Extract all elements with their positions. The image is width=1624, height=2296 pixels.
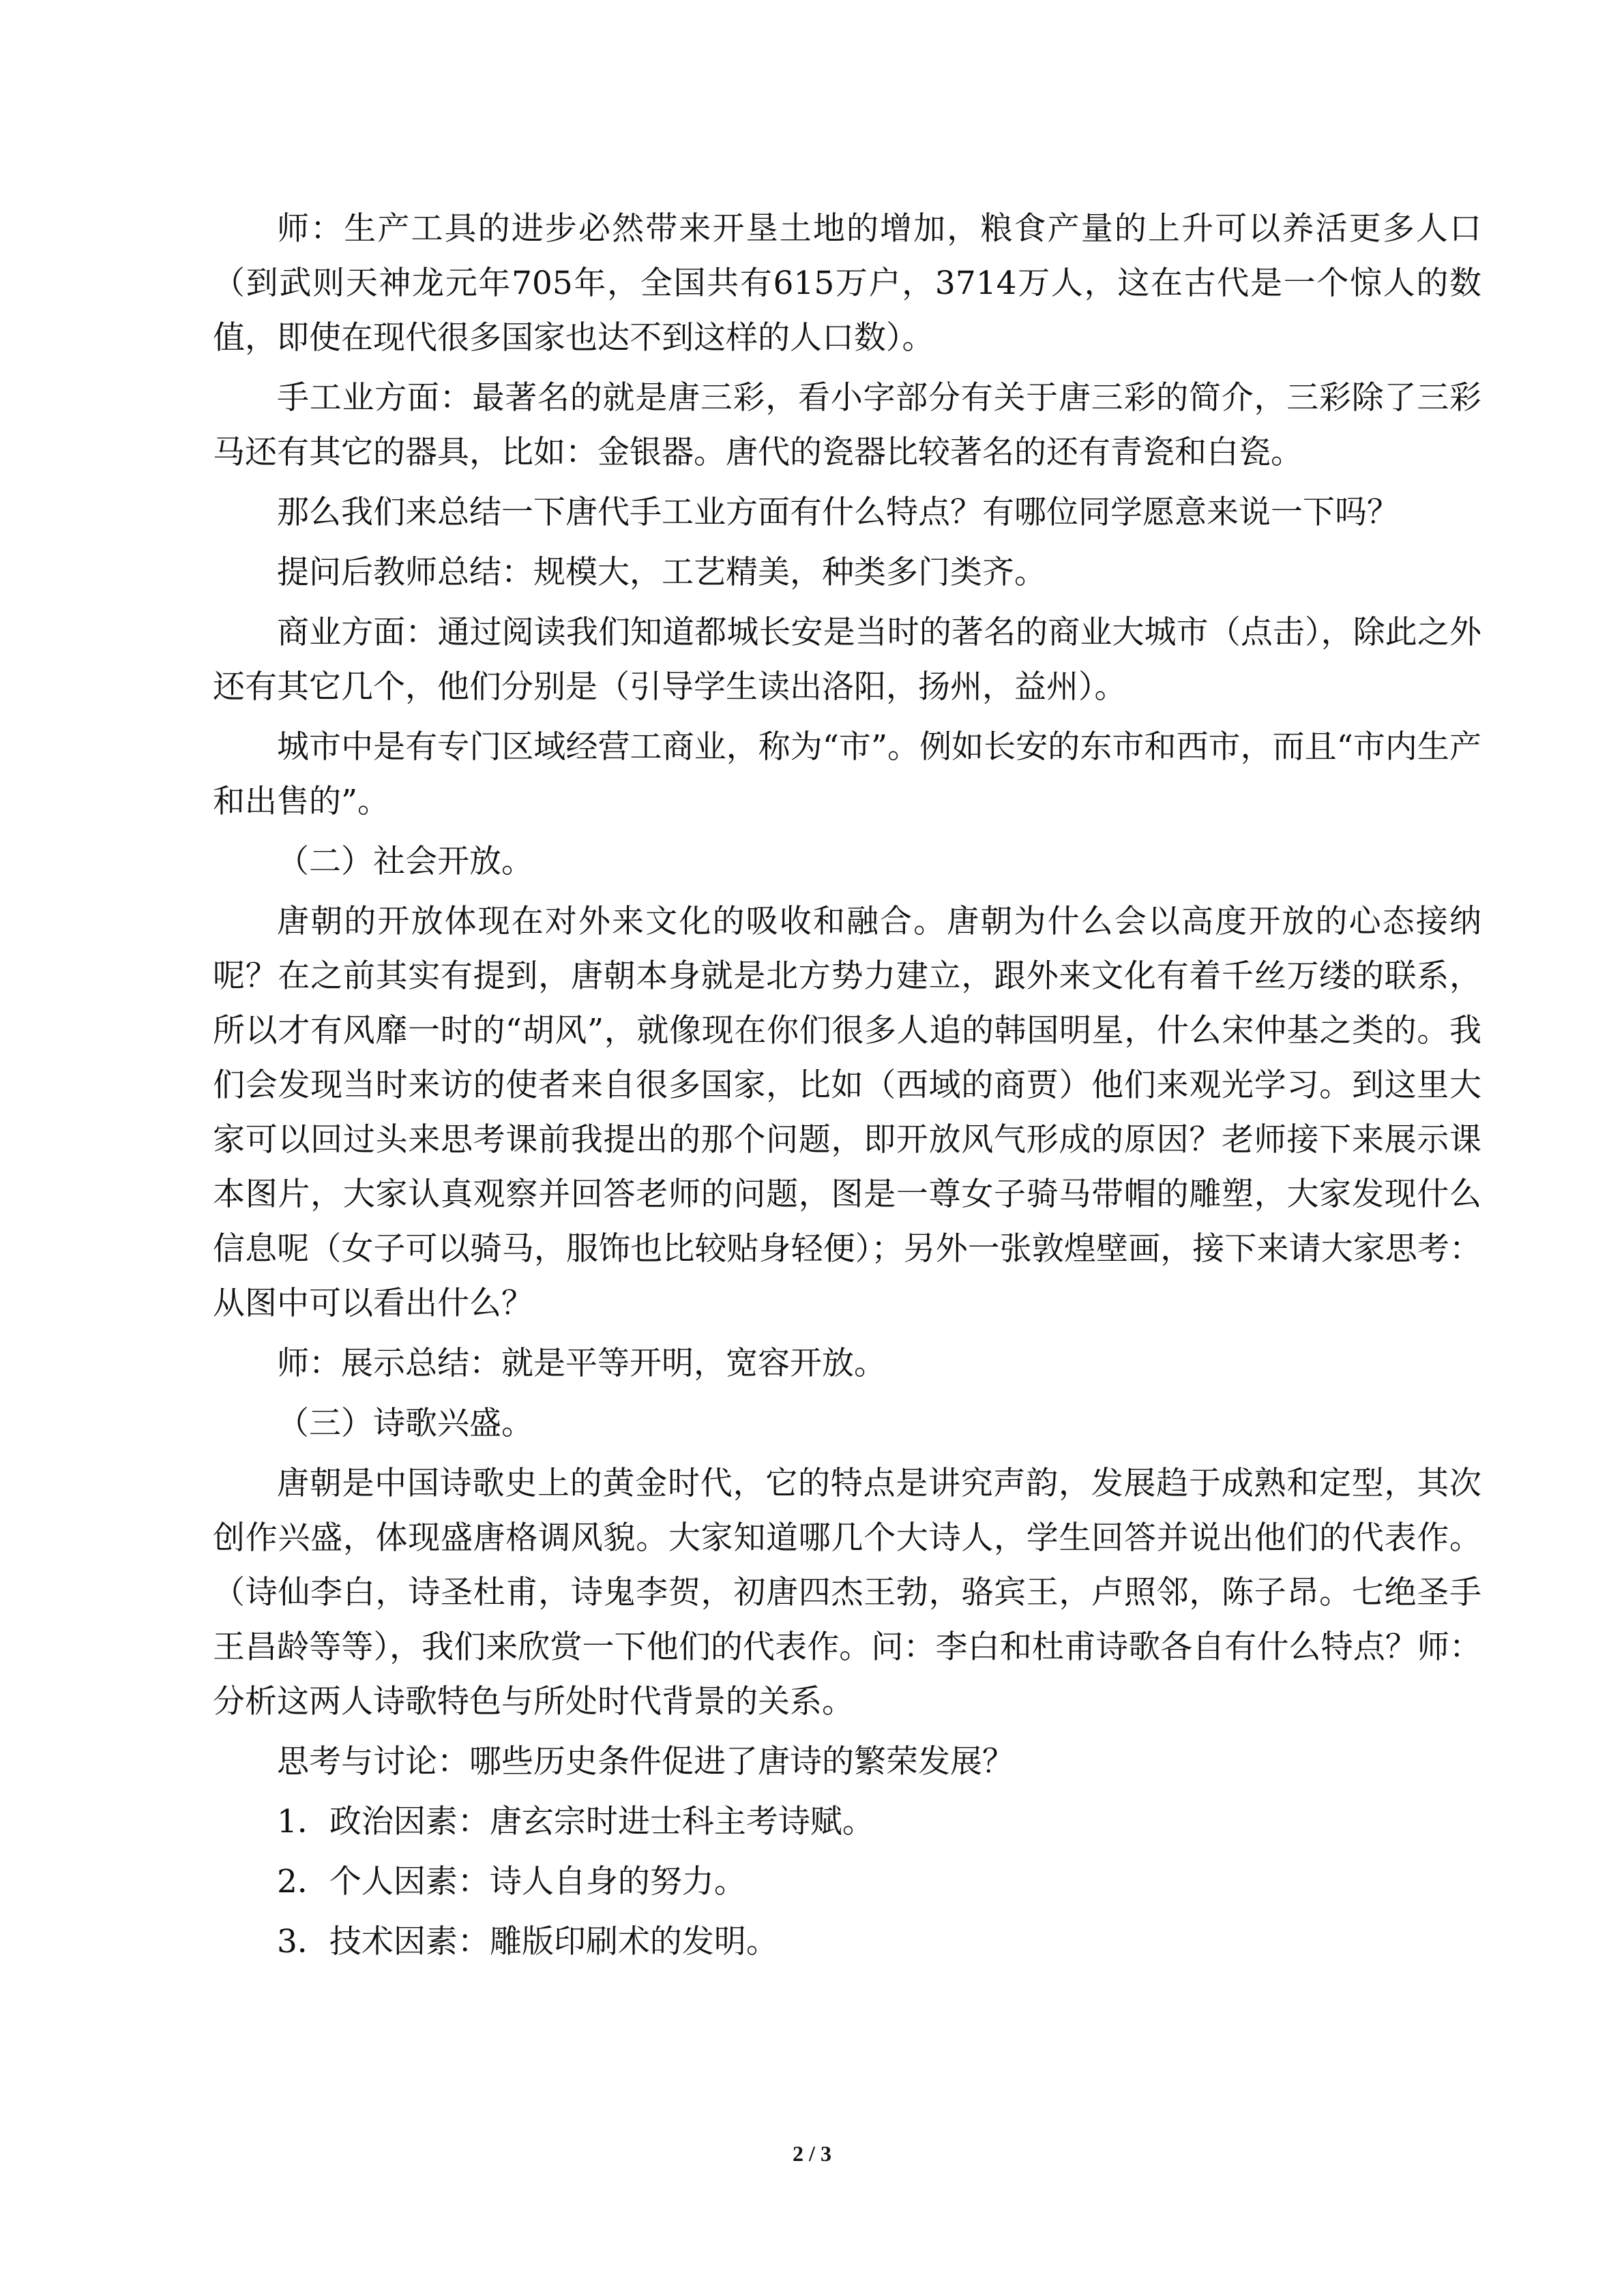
page-number: 2 / 3 [793,2141,831,2166]
paragraph-commerce: 商业方面：通过阅读我们知道都城长安是当时的著名的商业大城市（点击），除此之外还有其它几个，他们分别是（引导学生读出洛阳，扬州，益州）。 [213,614,1481,706]
paragraph-market: 城市中是有专门区域经营工商业，称为“市”。例如长安的东市和西市，而且“市内生产和出售的”。 [213,728,1481,820]
list-item-technical: 3．技术因素：雕版印刷术的发明。 [277,1923,778,1960]
paragraph-discussion: 思考与讨论：哪些历史条件促进了唐诗的繁荣发展？ [277,1743,1014,1780]
paragraph-handicraft-question: 那么我们来总结一下唐代手工业方面有什么特点？有哪位同学愿意来说一下吗？ [277,494,1399,531]
paragraph-handicraft-summary: 提问后教师总结：规模大，工艺精美，种类多门类齐。 [277,554,1046,591]
section-heading-social-openness: （二）社会开放。 [277,843,533,880]
paragraph-poetry: 唐朝是中国诗歌史上的黄金时代，它的特点是讲究声韵，发展趋于成熟和定型，其次创作兴盛，体现盛唐格调风貌。大家知道哪几个大诗人，学生回答并说出他们的代表作。（诗仙李白，诗圣杜甫，诗鬼李贺，初唐四杰王勃，骆宾王，卢照邻，陈子昂。七绝圣手王昌龄等等），我们来欣赏一下他们的代表作。问：李白和杜甫诗歌各自有什么特点？师：分析这两人诗歌特色与所处时代背景的关系。 [213,1465,1481,1720]
paragraph-population: 师：生产工具的进步必然带来开垦土地的增加，粮食产量的上升可以养活更多人口（到武则天神龙元年705年，全国共有615万户，3714万人，这在古代是一个惊人的数值，即使在现代很多国家也达不到这样的人口数）。 [213,210,1481,357]
section-heading-poetry: （三）诗歌兴盛。 [277,1405,533,1442]
paragraph-openness: 唐朝的开放体现在对外来文化的吸收和融合。唐朝为什么会以高度开放的心态接纳呢？在之前其实有提到，唐朝本身就是北方势力建立，跟外来文化有着千丝万缕的联系，所以才有风靡一时的“胡风”，就像现在你们很多人追的韩国明星，什么宋仲基之类的。我们会发现当时来访的使者来自很多国家，比如（西域的商贾）他们来观光学习。到这里大家可以回过头来思考课前我提出的那个问题，即开放风气形成的原因？老师接下来展示课本图片，大家认真观察并回答老师的问题，图是一尊女子骑马带帽的雕塑，大家发现什么信息呢（女子可以骑马，服饰也比较贴身轻便）；另外一张敦煌壁画，接下来请大家思考：从图中可以看出什么？ [213,903,1481,1322]
paragraph-handicraft: 手工业方面：最著名的就是唐三彩，看小字部分有关于唐三彩的简介，三彩除了三彩马还有其它的器具，比如：金银器。唐代的瓷器比较著名的还有青瓷和白瓷。 [213,379,1481,471]
list-item-personal: 2．个人因素：诗人自身的努力。 [277,1863,746,1900]
page-body [213,202,1481,1969]
list-item-political: 1．政治因素：唐玄宗时进士科主考诗赋。 [277,1803,874,1840]
paragraph-openness-summary: 师：展示总结：就是平等开明，宽容开放。 [277,1345,886,1382]
